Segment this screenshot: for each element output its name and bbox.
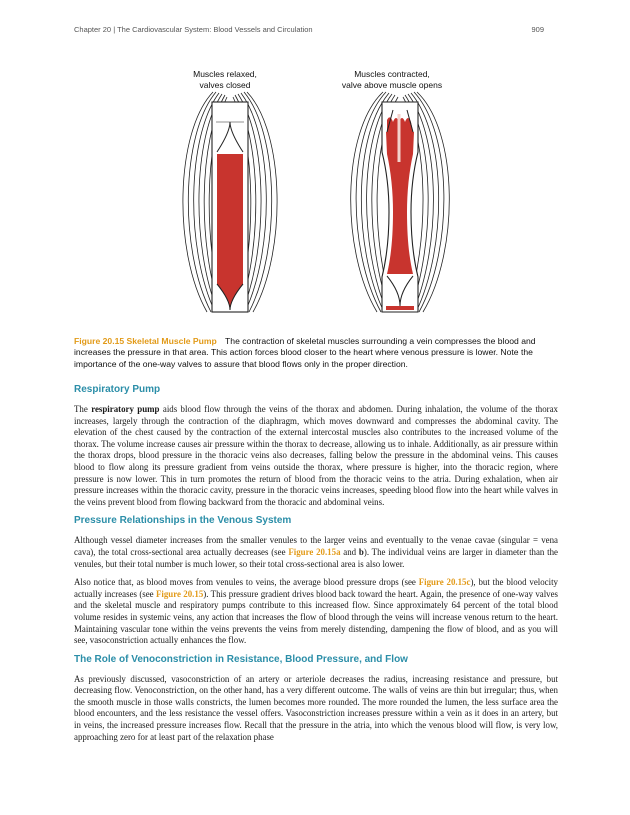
relaxed-panel xyxy=(183,92,277,312)
muscle-pump-illustration xyxy=(155,62,475,327)
right-panel-label: Muscles contracted, valve above muscle opens xyxy=(341,69,443,90)
caption-text: The contraction of skeletal muscles surrounding a vein compresses the blood and increases the pressure in that area. This action forces blood closer to the heart where venous pressure is lower. Note the importance of the one-way valves to assure that blood flows only in the proper direction. xyxy=(74,336,536,369)
main-content xyxy=(74,384,558,750)
chapter-title: Chapter 20 | The Cardiovascular System: Blood Vessels and Circulation xyxy=(74,25,313,34)
paragraph-venous-2: Also notice that, as blood moves from venules to veins, the average blood pressure drops (see Figure 20.15c), but the blood velocity actually increases (see Figure 20.15). This pressure gradient drives blood back toward the heart. Again, the presence of one-way valves and the skeletal muscle and respiratory pumps contribute to this increased flow. Since approximately 64 percent of the total blood volume resides in systemic veins, any action that increases the flow of blood through the veins will increase venous return to the heart. Maintaining vascular tone within the veins prevents the veins from merely distending, dampening the flow of blood, and as you will see, vasoconstriction actually enhances the flow. xyxy=(74,577,559,646)
left-panel-label: Muscles relaxed, valves closed xyxy=(193,69,257,90)
caption-title: Figure 20.15 Skeletal Muscle Pump xyxy=(74,336,217,346)
right-vein xyxy=(382,102,418,312)
paragraph-venoconstriction: As previously discussed, vasoconstriction of an artery or arteriole decreases the radius, increasing resistance and pressure, but decreasing flow. Venoconstriction, on the other hand, has a very different outcome. The walls of veins are thin but irregular; thus, when the smooth muscle in those walls constricts, the lumen becomes more rounded. The more rounded the lumen, the less surface area the blood encounters, and the less resistance the vessel offers. Vasoconstriction increases pressure within a vein as it does in an artery, but in veins, the increased pressure increases flow. Recall that the pressure in the atria, into which the venous blood will flow, is very low, approaching zero for at least part of the relaxation phase xyxy=(74,673,558,742)
figure-link[interactable]: Figure 20.15a xyxy=(288,546,341,557)
figure-link[interactable]: Figure 20.15c xyxy=(418,577,471,588)
heading-respiratory-pump: Respiratory Pump xyxy=(74,384,161,395)
left-vein xyxy=(212,102,248,312)
running-header xyxy=(74,25,544,34)
page-number: 909 xyxy=(531,25,544,34)
heading-venous-pressure: Pressure Relationships in the Venous System xyxy=(74,515,292,527)
skeletal-muscle-pump-figure xyxy=(155,62,475,327)
paragraph-respiratory: The respiratory pump aids blood flow through the veins of the thorax and abdomen. During inhalation, the volume of the thorax increases, largely through the contraction of the diaphragm, which moves downward and compresses the abdominal cavity. The elevation of the chest caused by the contraction of the external intercostal muscles also contributes to the increased volume of the thorax. The volume increase causes air pressure within the thorax to decrease, allowing us to inhale. Additionally, as air pressure within the thorax drops, blood pressure in the thoracic veins also decreases, falling below the pressure in the abdominal veins. This causes blood to flow along its pressure gradient from veins outside the thorax, where pressure is higher, into the thoracic region, where pressure is now lower. This in turn promotes the return of blood from the thoracic veins to the atria. During exhalation, when air pressure increases within the thoracic cavity, pressure in the thoracic veins increases, speeding blood flow into the heart while valves in the veins prevent blood from flowing backward from the thoracic and abdominal veins. xyxy=(74,404,558,507)
contracted-panel xyxy=(351,92,450,312)
paragraph-venous-1: Although vessel diameter increases from the smaller venules to the larger veins and eventually to the venae cavae (singular = vena cava), the total cross-sectional area actually decreases (see Figure 20.15a and b). The individual veins are larger in diameter than the venules, but their total number is much lower, so their total cross-sectional area is also lower. xyxy=(74,535,558,569)
term-respiratory-pump: respiratory pump xyxy=(91,404,160,414)
heading-venoconstriction: The Role of Venoconstriction in Resistance, Blood Pressure, and Flow xyxy=(74,653,408,665)
figure-link[interactable]: Figure 20.15 xyxy=(155,588,204,599)
figure-caption xyxy=(74,336,558,370)
